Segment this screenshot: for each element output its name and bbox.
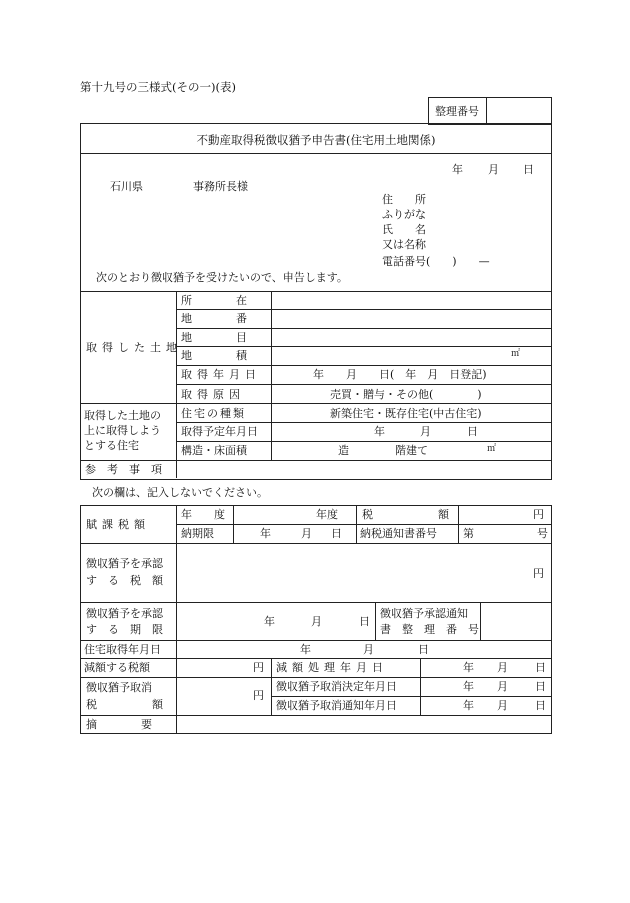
form-number: 第十九号の三様式(その一)(表) bbox=[80, 80, 236, 94]
planned-year: 年 bbox=[374, 425, 385, 438]
torikeshi-label-2: 税 額 bbox=[86, 698, 163, 711]
kigen-year: 年 bbox=[264, 615, 275, 628]
tekiyou-label: 摘 要 bbox=[86, 718, 152, 731]
gou-label: 号 bbox=[537, 527, 548, 540]
declaration-text: 次のとおり徴収猶予を受けたいので、申告します。 bbox=[96, 271, 348, 284]
jutaku-year: 年 bbox=[300, 643, 311, 656]
form-title: 不動産取得税徴収猶予申告書(住宅用土地関係) bbox=[196, 133, 436, 147]
gengaku-yen-unit: 円 bbox=[253, 661, 264, 674]
structure-floors: 階建て bbox=[395, 444, 428, 457]
gengaku-label: 減額する税額 bbox=[84, 661, 150, 674]
yuyo-kigen-label-2: す る 期 限 bbox=[86, 623, 163, 636]
sankou-label: 参 考 事 項 bbox=[85, 463, 162, 476]
tsuchisho-label: 納税通知書番号 bbox=[360, 527, 437, 540]
nouki-day: 日 bbox=[331, 527, 342, 540]
yen-unit: 円 bbox=[533, 508, 544, 521]
col-divider bbox=[271, 291, 272, 460]
seiri-number-box bbox=[428, 97, 552, 125]
prefecture: 石川県 bbox=[110, 180, 143, 193]
kettei-year: 年 bbox=[463, 680, 474, 693]
divider bbox=[80, 460, 552, 461]
structure-unit: ㎡ bbox=[487, 444, 497, 454]
torikeshi-label-1: 徴収猶予取消 bbox=[86, 681, 152, 694]
shori-day: 日 bbox=[535, 661, 546, 674]
jutaku-month: 月 bbox=[363, 643, 374, 656]
gengaku-shori-label: 減額処理年月日 bbox=[276, 661, 388, 674]
yuyo-zeigaku-label-2: す る 税 額 bbox=[86, 574, 163, 587]
zei-label: 税 bbox=[362, 508, 373, 521]
tsuchi-day: 日 bbox=[535, 699, 546, 712]
gaku-label: 額 bbox=[438, 508, 449, 521]
shutoku-date-label: 取得年月日 bbox=[181, 368, 261, 381]
dai-label: 第 bbox=[463, 527, 474, 540]
date-month: 月 bbox=[488, 163, 499, 176]
land-group-label: 取得した土地 bbox=[86, 341, 182, 354]
house-type-value: 新築住宅・既存住宅(中古住宅) bbox=[330, 407, 482, 420]
yuyo-yen-unit: 円 bbox=[533, 567, 544, 580]
org-name-label: 又は名称 bbox=[382, 238, 426, 251]
kettei-day: 日 bbox=[535, 680, 546, 693]
torikeshi-kettei-label: 徴収猶予取消決定年月日 bbox=[276, 680, 397, 693]
nouki-year: 年 bbox=[260, 527, 271, 540]
house-label-3: とする住宅 bbox=[84, 439, 139, 452]
torikeshi-yen-unit: 円 bbox=[253, 689, 264, 702]
chimoku-label: 地 目 bbox=[181, 331, 247, 344]
tsuchi-year: 年 bbox=[463, 699, 474, 712]
address-label: 住 所 bbox=[382, 193, 426, 206]
seiri-number-label: 整理番号 bbox=[435, 105, 479, 118]
jutaku-date-label: 住宅取得年月日 bbox=[84, 643, 161, 656]
divider bbox=[80, 403, 552, 404]
divider bbox=[80, 153, 552, 154]
structure-zou: 造 bbox=[338, 444, 349, 457]
jutaku-day: 日 bbox=[418, 643, 429, 656]
kigen-day: 日 bbox=[359, 615, 370, 628]
planned-day: 日 bbox=[467, 425, 478, 438]
torikeshi-tsuchi-label: 徴収猶予取消通知年月日 bbox=[276, 699, 397, 712]
name-label: 氏 名 bbox=[382, 223, 426, 236]
tsuchi-month: 月 bbox=[497, 699, 508, 712]
kigen-month: 月 bbox=[311, 615, 322, 628]
shutoku-genin-value: 売買・贈与・その他( ) bbox=[330, 388, 482, 401]
nendo-label: 年 度 bbox=[181, 508, 225, 521]
nouki-month: 月 bbox=[301, 527, 312, 540]
shutoku-genin-label: 取得原因 bbox=[181, 388, 245, 401]
furigana-label: ふりがな bbox=[382, 208, 426, 221]
shounin-label-2: 書 整 理 番 号 bbox=[380, 623, 479, 636]
shori-month: 月 bbox=[497, 661, 508, 674]
phone-label: 電話番号( ) — bbox=[382, 255, 490, 268]
nendo-value: 年度 bbox=[316, 508, 338, 521]
kettei-month: 月 bbox=[497, 680, 508, 693]
date-day: 日 bbox=[523, 163, 534, 176]
chiseki-label: 地 積 bbox=[181, 349, 247, 362]
shori-year: 年 bbox=[463, 661, 474, 674]
addressee: 事務所長様 bbox=[193, 180, 248, 193]
yuyo-kigen-label-1: 徴収猶予を承認 bbox=[86, 607, 163, 620]
structure-label: 構造・床面積 bbox=[181, 444, 247, 457]
shounin-label-1: 徴収猶予承認通知 bbox=[380, 607, 468, 620]
chiban-label: 地 番 bbox=[181, 312, 247, 325]
planned-date-label: 取得予定年月日 bbox=[181, 425, 258, 438]
shutoku-date-value: 年 月 日( 年 月 日登記) bbox=[313, 368, 487, 381]
date-year: 年 bbox=[452, 163, 463, 176]
shozai-label: 所 在 bbox=[181, 294, 247, 307]
house-label-2: 上に取得しよう bbox=[84, 424, 161, 437]
yuyo-zeigaku-label-1: 徴収猶予を承認 bbox=[86, 557, 163, 570]
house-label-1: 取得した土地の bbox=[84, 409, 161, 422]
house-type-label: 住宅の種類 bbox=[181, 407, 246, 420]
nouki-label: 納期限 bbox=[181, 527, 214, 540]
fuka-zeigaku-label: 賦課税額 bbox=[86, 518, 150, 531]
planned-month: 月 bbox=[420, 425, 431, 438]
chiseki-unit: ㎡ bbox=[511, 349, 521, 359]
office-use-note: 次の欄は、記入しないでください。 bbox=[92, 486, 268, 499]
divider bbox=[80, 291, 552, 292]
